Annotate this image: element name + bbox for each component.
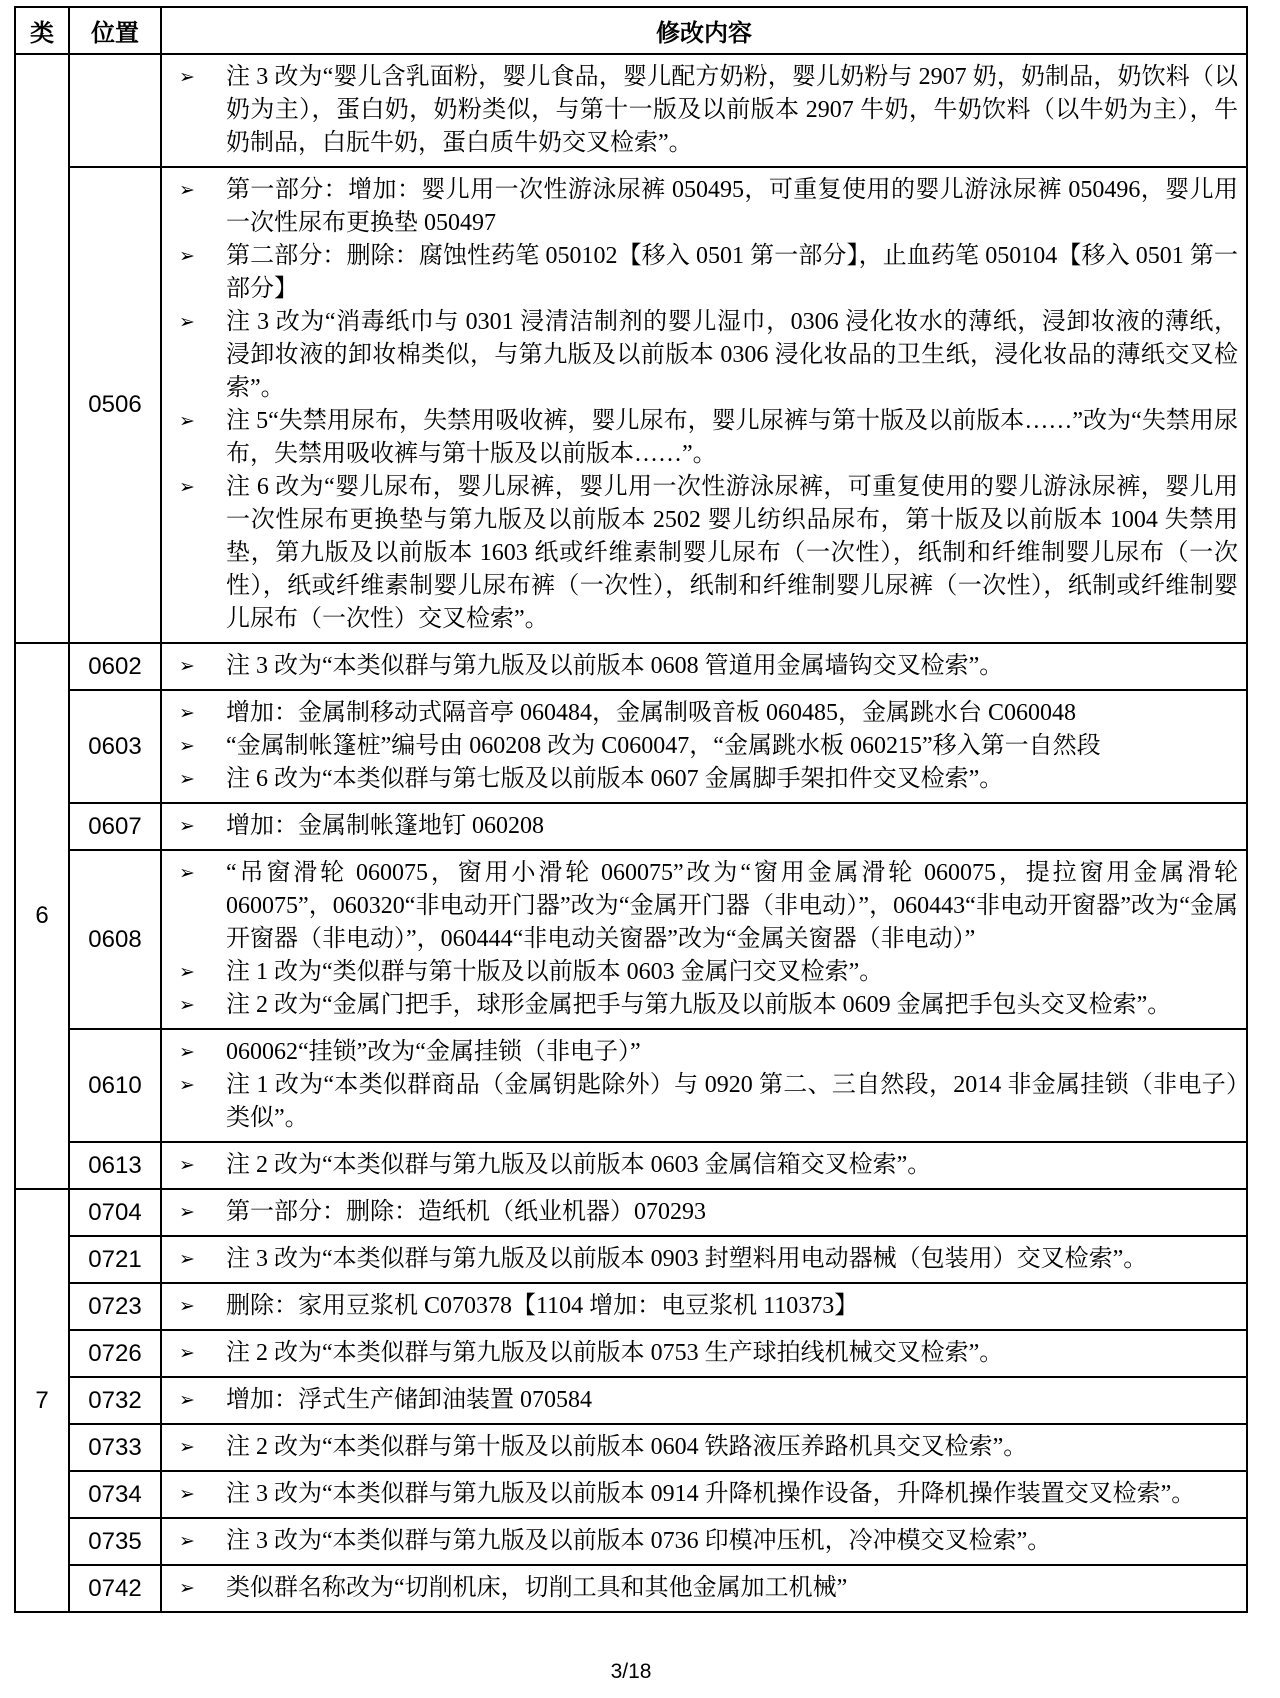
- table-row: [15, 1330, 1247, 1377]
- revision-text: “金属制帐篷桩”编号由 060208 改为 C060047，“金属跳水板 060215”移入第一自然段: [226, 733, 1101, 759]
- revision-item: [162, 240, 1238, 306]
- header-content-column: 修改内容: [161, 7, 1247, 54]
- arrow-bullet-icon: ➢: [179, 735, 195, 757]
- content-cell: [161, 1029, 1247, 1142]
- arrow-bullet-icon: ➢: [179, 1436, 195, 1458]
- class-cell: 6: [15, 643, 69, 1189]
- page-number: 3/18: [610, 1660, 652, 1683]
- revision-item: [162, 1036, 1238, 1069]
- revision-text: 注 3 改为“本类似群与第九版及以前版本 0608 管道用金属墙钩交叉检索”。: [226, 653, 1004, 679]
- revision-item: [162, 763, 1238, 796]
- position-cell: 0506: [69, 167, 161, 643]
- position-cell: 0613: [69, 1142, 161, 1189]
- table-row: [15, 1029, 1247, 1142]
- arrow-bullet-icon: ➢: [179, 1483, 195, 1505]
- position-cell: 0735: [69, 1518, 161, 1565]
- table-header: [15, 7, 1247, 54]
- class-cell: [15, 54, 69, 643]
- revision-item: [162, 989, 1238, 1022]
- header-row: [15, 7, 1247, 54]
- content-cell: [161, 1518, 1247, 1565]
- content-cell: [161, 1330, 1247, 1377]
- revision-text: 注 2 改为“本类似群与第十版及以前版本 0604 铁路液压养路机具交叉检索”。: [226, 1434, 1028, 1460]
- revision-item: [162, 61, 1238, 160]
- arrow-bullet-icon: ➢: [179, 1295, 195, 1317]
- content-cell: [161, 1236, 1247, 1283]
- content-cell: [161, 850, 1247, 1029]
- table-row: [15, 1236, 1247, 1283]
- revision-item: [162, 650, 1238, 683]
- revision-text: 注 6 改为“本类似群与第七版及以前版本 0607 金属脚手架扣件交叉检索”。: [226, 766, 1004, 792]
- revision-item: [162, 1478, 1238, 1511]
- revision-text: 060062“挂锁”改为“金属挂锁（非电子）”: [226, 1039, 641, 1065]
- arrow-bullet-icon: ➢: [179, 1154, 195, 1176]
- table-row: [15, 1424, 1247, 1471]
- revision-item: [162, 810, 1238, 843]
- arrow-bullet-icon: ➢: [179, 702, 195, 724]
- table-row: [15, 1565, 1247, 1612]
- revision-text: 注 3 改为“本类似群与第九版及以前版本 0914 升降机操作设备，升降机操作装置交叉检索”。: [226, 1481, 1196, 1507]
- revision-item: [162, 1069, 1238, 1135]
- revision-text: 注 2 改为“金属门把手，球形金属把手与第九版及以前版本 0609 金属把手包头交叉检索”。: [226, 992, 1172, 1018]
- table-body: [15, 54, 1247, 1612]
- revision-item: [162, 697, 1238, 730]
- revision-item: [162, 857, 1238, 956]
- revision-item: [162, 306, 1238, 405]
- table-row: [15, 1518, 1247, 1565]
- revision-item: [162, 1572, 1238, 1605]
- revision-text: 增加：浮式生产储卸油装置 070584: [226, 1387, 592, 1413]
- revision-item: [162, 730, 1238, 763]
- revision-item: [162, 1384, 1238, 1417]
- table-row: [15, 1471, 1247, 1518]
- arrow-bullet-icon: ➢: [179, 1248, 195, 1270]
- revision-item: [162, 405, 1238, 471]
- content-cell: [161, 167, 1247, 643]
- revision-text: “吊窗滑轮 060075，窗用小滑轮 060075”改为“窗用金属滑轮 060075，提拉窗用金属滑轮 060075”，060320“非电动开门器”改为“金属开门器（非电动）”，060443“非电动开窗器”改为“金属开窗器（非电动）”，060444“非电动关窗器”改为“金属关窗器（非电动）”: [226, 860, 1238, 952]
- arrow-bullet-icon: ➢: [179, 1041, 195, 1063]
- arrow-bullet-icon: ➢: [179, 1530, 195, 1552]
- revision-item: [162, 1149, 1238, 1182]
- arrow-bullet-icon: ➢: [179, 994, 195, 1016]
- content-cell: [161, 1189, 1247, 1236]
- revision-text: 注 5“失禁用尿布，失禁用吸收裤，婴儿尿布，婴儿尿裤与第十版及以前版本……”改为“失禁用尿布，失禁用吸收裤与第十版及以前版本……”。: [226, 408, 1238, 467]
- revision-text: 第一部分：增加：婴儿用一次性游泳尿裤 050495，可重复使用的婴儿游泳尿裤 050496，婴儿用一次性尿布更换垫 050497: [226, 177, 1238, 236]
- arrow-bullet-icon: ➢: [179, 1074, 195, 1096]
- header-class-column: 类: [15, 7, 69, 54]
- arrow-bullet-icon: ➢: [179, 1201, 195, 1223]
- position-cell: 0610: [69, 1029, 161, 1142]
- table-row: [15, 643, 1247, 690]
- table-row: [15, 850, 1247, 1029]
- content-cell: [161, 803, 1247, 850]
- revision-text: 注 2 改为“本类似群与第九版及以前版本 0603 金属信箱交叉检索”。: [226, 1152, 932, 1178]
- table-row: [15, 54, 1247, 167]
- arrow-bullet-icon: ➢: [179, 1577, 195, 1599]
- position-cell: 0734: [69, 1471, 161, 1518]
- arrow-bullet-icon: ➢: [179, 179, 195, 201]
- revision-text: 注 3 改为“婴儿含乳面粉，婴儿食品，婴儿配方奶粉，婴儿奶粉与 2907 奶，奶制品，奶饮料（以奶为主），蛋白奶，奶粉类似，与第十一版及以前版本 2907 牛奶，牛奶饮料（以牛奶为主），牛奶制品，白朊牛奶，蛋白质牛奶交叉检索”。: [226, 64, 1238, 156]
- arrow-bullet-icon: ➢: [179, 410, 195, 432]
- content-cell: [161, 54, 1247, 167]
- revision-item: [162, 1431, 1238, 1464]
- content-cell: [161, 1424, 1247, 1471]
- revision-text: 注 3 改为“本类似群与第九版及以前版本 0903 封塑料用电动器械（包装用）交叉检索”。: [226, 1246, 1148, 1272]
- revision-text: 注 2 改为“本类似群与第九版及以前版本 0753 生产球拍线机械交叉检索”。: [226, 1340, 1004, 1366]
- revision-text: 类似群名称改为“切削机床，切削工具和其他金属加工机械”: [226, 1575, 848, 1601]
- revision-text: 注 3 改为“消毒纸巾与 0301 浸清洁制剂的婴儿湿巾，0306 浸化妆水的薄纸，浸卸妆液的薄纸，浸卸妆液的卸妆棉类似，与第九版及以前版本 0306 浸化妆品的卫生纸，浸化妆品的薄纸交叉检索”。: [226, 309, 1238, 401]
- revision-text: 第一部分：删除：造纸机（纸业机器）070293: [226, 1199, 706, 1225]
- revision-item: [162, 1525, 1238, 1558]
- header-position-column: 位置: [69, 7, 161, 54]
- revision-text: 注 6 改为“婴儿尿布，婴儿尿裤，婴儿用一次性游泳尿裤，可重复使用的婴儿游泳尿裤，婴儿用一次性尿布更换垫与第九版及以前版本 2502 婴儿纺织品尿布，第十版及以前版本 1004 失禁用垫，第九版及以前版本 1603 纸或纤维素制婴儿尿布（一次性），纸制和纤维制婴儿尿布（一次性），纸或纤维素制婴儿尿布裤（一次性），纸制和纤维制婴儿尿裤（一次性），纸制或纤维制婴儿尿布（一次性）交叉检索”。: [226, 474, 1238, 632]
- content-cell: [161, 1283, 1247, 1330]
- revision-item: [162, 1337, 1238, 1370]
- position-cell: 0608: [69, 850, 161, 1029]
- revision-text: 增加：金属制帐篷地钉 060208: [226, 813, 544, 839]
- arrow-bullet-icon: ➢: [179, 655, 195, 677]
- content-cell: [161, 1565, 1247, 1612]
- table-row: [15, 803, 1247, 850]
- revision-item: [162, 1243, 1238, 1276]
- position-cell: 0723: [69, 1283, 161, 1330]
- position-cell: 0602: [69, 643, 161, 690]
- position-cell: 0732: [69, 1377, 161, 1424]
- revision-item: [162, 471, 1238, 636]
- arrow-bullet-icon: ➢: [179, 1389, 195, 1411]
- position-cell: 0603: [69, 690, 161, 803]
- revision-item: [162, 956, 1238, 989]
- table-row: [15, 167, 1247, 643]
- arrow-bullet-icon: ➢: [179, 815, 195, 837]
- content-cell: [161, 1377, 1247, 1424]
- position-cell: 0742: [69, 1565, 161, 1612]
- arrow-bullet-icon: ➢: [179, 245, 195, 267]
- arrow-bullet-icon: ➢: [179, 476, 195, 498]
- position-cell: 0607: [69, 803, 161, 850]
- content-cell: [161, 1142, 1247, 1189]
- arrow-bullet-icon: ➢: [179, 1342, 195, 1364]
- revision-text: 注 1 改为“本类似群商品（金属钥匙除外）与 0920 第二、三自然段，2014 非金属挂锁（非电子）类似”。: [226, 1072, 1238, 1131]
- revision-item: [162, 1196, 1238, 1229]
- content-cell: [161, 643, 1247, 690]
- table-row: [15, 690, 1247, 803]
- arrow-bullet-icon: ➢: [179, 961, 195, 983]
- table-row: [15, 1283, 1247, 1330]
- table-row: [15, 1142, 1247, 1189]
- position-cell: 0704: [69, 1189, 161, 1236]
- position-cell: 0726: [69, 1330, 161, 1377]
- revision-text: 注 1 改为“类似群与第十版及以前版本 0603 金属闩交叉检索”。: [226, 959, 884, 985]
- class-cell: 7: [15, 1189, 69, 1612]
- revision-text: 第二部分：删除：腐蚀性药笔 050102【移入 0501 第一部分】，止血药笔 050104【移入 0501 第一部分】: [226, 243, 1238, 302]
- content-cell: [161, 690, 1247, 803]
- arrow-bullet-icon: ➢: [179, 311, 195, 333]
- position-cell: [69, 54, 161, 167]
- content-cell: [161, 1471, 1247, 1518]
- arrow-bullet-icon: ➢: [179, 66, 195, 88]
- revision-item: [162, 174, 1238, 240]
- position-cell: 0721: [69, 1236, 161, 1283]
- position-cell: 0733: [69, 1424, 161, 1471]
- revision-text: 删除：家用豆浆机 C070378【1104 增加：电豆浆机 110373】: [226, 1293, 859, 1319]
- table-row: [15, 1189, 1247, 1236]
- revision-item: [162, 1290, 1238, 1323]
- arrow-bullet-icon: ➢: [179, 768, 195, 790]
- arrow-bullet-icon: ➢: [179, 862, 195, 884]
- revision-text: 增加：金属制移动式隔音亭 060484，金属制吸音板 060485，金属跳水台 C060048: [226, 700, 1077, 726]
- table-row: [15, 1377, 1247, 1424]
- revision-table: [14, 6, 1248, 1613]
- revision-text: 注 3 改为“本类似群与第九版及以前版本 0736 印模冲压机，冷冲模交叉检索”。: [226, 1528, 1052, 1554]
